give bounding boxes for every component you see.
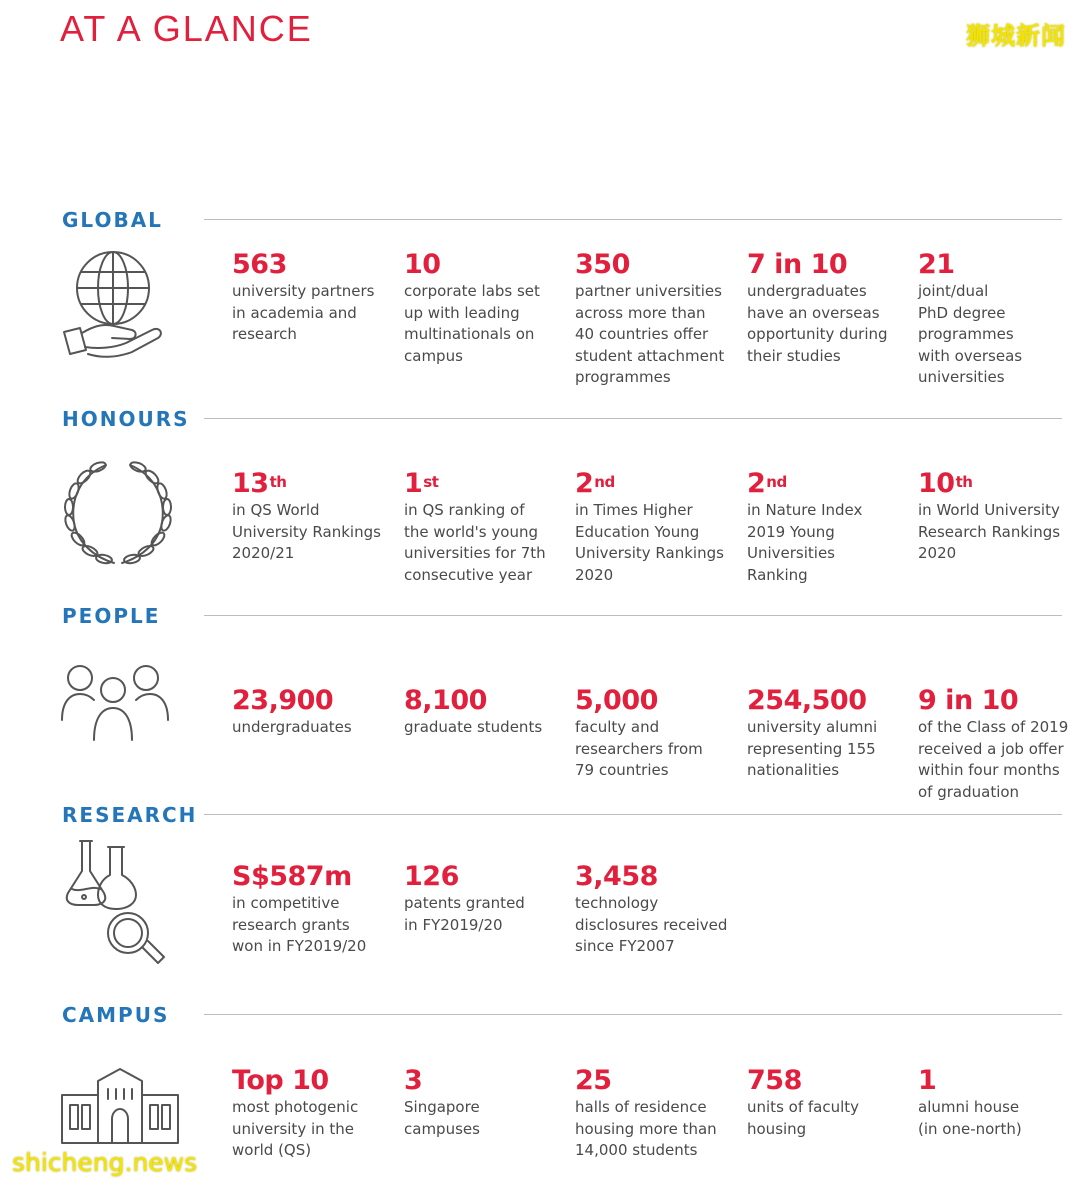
stat-item xyxy=(575,1066,735,1162)
section-divider xyxy=(204,615,1062,616)
ordinal-suffix: nd xyxy=(766,473,787,491)
stat-value: 1 xyxy=(918,1065,937,1096)
section-label: RESEARCH xyxy=(62,803,198,827)
stat-description: university partners in academia and research xyxy=(232,282,375,343)
stat-description: halls of residence housing more than 14,000 students xyxy=(575,1098,717,1159)
stat-value: 23,900 xyxy=(232,685,334,716)
stat-item xyxy=(232,1066,392,1162)
stat-item xyxy=(404,469,564,586)
stat-description: most photogenic university in the world (QS) xyxy=(232,1098,359,1159)
section-label: PEOPLE xyxy=(62,604,161,628)
stat-value: 5,000 xyxy=(575,685,658,716)
stat-value: 254,500 xyxy=(747,685,867,716)
stat-value: 10th xyxy=(918,468,973,499)
stat-description: in Nature Index 2019 Young Universities Ranking xyxy=(747,501,863,584)
stat-description: undergraduates xyxy=(232,718,352,736)
stat-value: 8,100 xyxy=(404,685,487,716)
section-divider xyxy=(204,219,1062,220)
stat-value: 25 xyxy=(575,1065,612,1096)
stat-description: in competitive research grants won in FY2019/20 xyxy=(232,894,367,955)
stat-description: joint/dual PhD degree programmes with overseas universities xyxy=(918,282,1023,386)
stat-value: 563 xyxy=(232,249,287,280)
stat-description: partner universities across more than 40 countries offer student attachment programmes xyxy=(575,282,725,386)
stat-description: Singapore campuses xyxy=(404,1098,480,1138)
campus-building-icon xyxy=(58,1067,182,1149)
stat-description: faculty and researchers from 79 countries xyxy=(575,718,703,779)
stat-description: undergraduates have an overseas opportunity during their studies xyxy=(747,282,888,365)
section-label: CAMPUS xyxy=(62,1003,170,1027)
stat-description: in QS ranking of the world's young universities for 7th consecutive year xyxy=(404,501,546,584)
stat-item xyxy=(575,250,735,389)
stat-description: graduate students xyxy=(404,718,543,736)
stat-description: patents granted in FY2019/20 xyxy=(404,894,525,934)
stat-item xyxy=(404,862,564,936)
stat-value: 3,458 xyxy=(575,861,658,892)
watermark-top: 狮城新闻 xyxy=(966,22,1066,50)
stat-item xyxy=(232,686,392,739)
stat-item xyxy=(575,862,735,958)
stat-value: 350 xyxy=(575,249,630,280)
globe-hand-icon xyxy=(58,250,168,366)
stat-item xyxy=(575,469,735,586)
stat-item xyxy=(918,469,1078,565)
stat-item xyxy=(747,250,907,367)
stat-item xyxy=(404,686,564,739)
stat-description: in World University Research Rankings 2020 xyxy=(918,501,1061,562)
stat-value: 7 in 10 xyxy=(747,249,848,280)
stat-value: 13th xyxy=(232,468,287,499)
stat-description: of the Class of 2019 received a job offer within four months of graduation xyxy=(918,718,1069,801)
stat-value: 126 xyxy=(404,861,459,892)
ordinal-suffix: nd xyxy=(594,473,615,491)
people-group-icon xyxy=(58,662,172,746)
page-title: AT A GLANCE xyxy=(60,8,313,49)
stat-item xyxy=(404,250,564,367)
stat-description: in QS World University Rankings 2020/21 xyxy=(232,501,381,562)
ordinal-suffix: st xyxy=(423,473,439,491)
stat-value: 1st xyxy=(404,468,439,499)
section-divider xyxy=(204,814,1062,815)
section-divider xyxy=(204,418,1062,419)
watermark-bottom: shicheng.news xyxy=(12,1148,198,1177)
stat-value: 9 in 10 xyxy=(918,685,1019,716)
stat-value: S$587m xyxy=(232,861,352,892)
stat-item xyxy=(747,469,907,586)
flasks-magnifier-icon xyxy=(58,837,170,969)
stat-description: alumni house (in one-north) xyxy=(918,1098,1022,1138)
stat-value: 3 xyxy=(404,1065,423,1096)
stat-description: technology disclosures received since FY2007 xyxy=(575,894,728,955)
stat-value: Top 10 xyxy=(232,1065,329,1096)
stat-item xyxy=(232,469,392,565)
stat-value: 2nd xyxy=(747,468,787,499)
stat-value: 21 xyxy=(918,249,955,280)
stat-value: 10 xyxy=(404,249,441,280)
section-label: HONOURS xyxy=(62,407,190,431)
ordinal-suffix: th xyxy=(269,473,287,491)
stat-item xyxy=(918,1066,1078,1140)
laurel-wreath-icon xyxy=(58,457,178,573)
stat-item xyxy=(404,1066,564,1140)
section-label: GLOBAL xyxy=(62,208,163,232)
stat-item xyxy=(232,862,392,958)
stat-item xyxy=(747,686,907,782)
stat-item xyxy=(918,250,1078,389)
stat-item xyxy=(747,1066,907,1140)
stat-value: 2nd xyxy=(575,468,615,499)
section-divider xyxy=(204,1014,1062,1015)
ordinal-suffix: th xyxy=(955,473,973,491)
stat-item xyxy=(232,250,392,346)
stat-description: university alumni representing 155 nationalities xyxy=(747,718,878,779)
stat-value: 758 xyxy=(747,1065,802,1096)
stat-description: in Times Higher Education Young University Rankings 2020 xyxy=(575,501,724,584)
stat-item xyxy=(918,686,1078,803)
stat-description: units of faculty housing xyxy=(747,1098,860,1138)
stat-description: corporate labs set up with leading multinationals on campus xyxy=(404,282,540,365)
stat-item xyxy=(575,686,735,782)
